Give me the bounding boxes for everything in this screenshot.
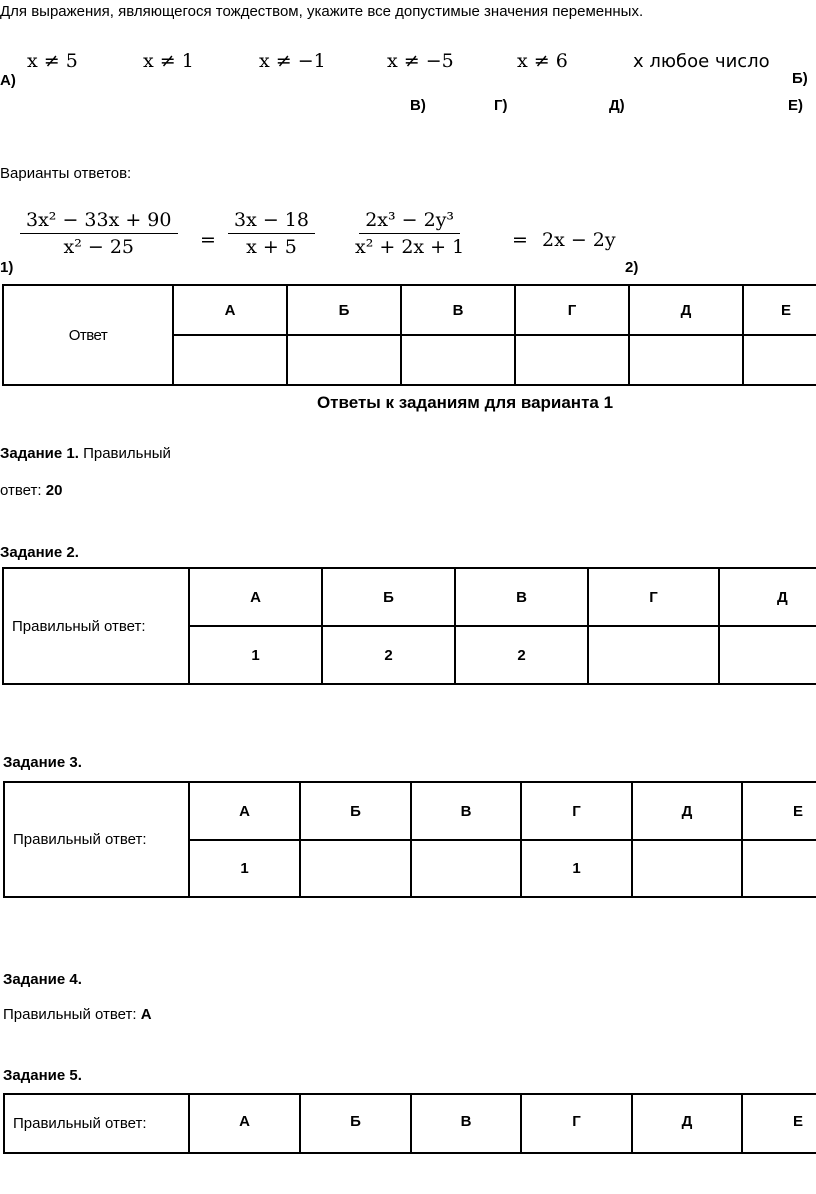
expression-5: x ≠ 6 — [517, 50, 568, 72]
z2-value-g — [588, 626, 719, 684]
eq1-label: 1) — [0, 259, 14, 276]
expression-2: x ≠ 1 — [143, 50, 194, 72]
answer-table-header-a: А — [173, 285, 287, 335]
task-prompt: Для выражения, являющегося тождеством, укажите все допустимые значения переменных. — [0, 3, 644, 20]
expression-3: x ≠ −1 — [259, 50, 326, 72]
z4-line — [3, 1006, 152, 1024]
z3-value-v — [411, 840, 521, 897]
answers-heading: Ответы к заданиям для варианта 1 — [316, 393, 614, 412]
equation-1 — [20, 209, 178, 258]
expression-1: x ≠ 5 — [27, 50, 78, 72]
label-b: Б) — [792, 70, 808, 87]
eq2-lhs-numerator: 2x³ − 2y³ — [359, 209, 460, 234]
eq1-lhs-denominator: x² − 25 — [63, 236, 134, 258]
answer-cell-d[interactable] — [629, 335, 743, 385]
answer-cell-g[interactable] — [515, 335, 629, 385]
z1-value: 20 — [45, 482, 63, 499]
z3-value-e — [742, 840, 816, 897]
z3-table — [3, 781, 816, 898]
eq2-lhs-denominator: x² + 2x + 1 — [355, 236, 465, 258]
expression-6: x любое число — [633, 51, 770, 72]
eq1-rhs-denominator: x + 5 — [246, 236, 297, 258]
z5-header-v: В — [411, 1094, 521, 1153]
z4-title: Задание 4. — [3, 971, 82, 988]
z5-header-e: Е — [742, 1094, 816, 1153]
z5-row-label: Правильный ответ: — [4, 1094, 189, 1153]
eq1-rhs-numerator: 3x − 18 — [228, 209, 315, 234]
eq1-lhs-fraction — [20, 209, 178, 258]
variants-label: Варианты ответов: — [0, 165, 132, 182]
z2-title: Задание 2. — [0, 544, 79, 561]
label-d: Д) — [609, 97, 625, 114]
equation-2 — [349, 209, 470, 258]
z3-value-g: 1 — [521, 840, 632, 897]
eq1-rhs — [228, 209, 315, 258]
label-a: А) — [0, 72, 16, 89]
z4-value: А — [140, 1006, 152, 1023]
eq2-equals: = — [512, 229, 528, 251]
z5-title: Задание 5. — [3, 1067, 82, 1084]
answer-cell-b[interactable] — [287, 335, 401, 385]
z2-header-v: В — [455, 568, 588, 626]
z5-header-g: Г — [521, 1094, 632, 1153]
z3-row-label: Правильный ответ: — [4, 782, 189, 897]
z4-text: Правильный ответ: — [3, 1006, 141, 1023]
answer-cell-a[interactable] — [173, 335, 287, 385]
z1-line-2 — [0, 482, 62, 500]
answer-table-header-e: Е — [743, 285, 816, 335]
eq1-equals: = — [200, 229, 216, 251]
answer-table-header-b: Б — [287, 285, 401, 335]
z2-header-a: А — [189, 568, 322, 626]
z2-row-label: Правильный ответ: — [3, 568, 189, 684]
eq2-lhs-fraction — [349, 209, 470, 258]
expression-4: x ≠ −5 — [387, 50, 454, 72]
z1-line-1 — [0, 445, 171, 463]
z5-header-a: А — [189, 1094, 300, 1153]
z3-header-g: Г — [521, 782, 632, 840]
answer-table-header-v: В — [401, 285, 515, 335]
z3-value-a: 1 — [189, 840, 300, 897]
eq1-rhs-fraction — [228, 209, 315, 258]
z5-header-b: Б — [300, 1094, 411, 1153]
answer-table — [2, 284, 816, 386]
answer-cell-e[interactable] — [743, 335, 816, 385]
answer-table-header-d: Д — [629, 285, 743, 335]
z5-header-d: Д — [632, 1094, 742, 1153]
label-g: Г) — [494, 97, 508, 114]
eq2-rhs: 2x − 2y — [542, 229, 616, 251]
z5-table — [3, 1093, 816, 1154]
z2-header-d: Д — [719, 568, 816, 626]
z2-header-g: Г — [588, 568, 719, 626]
z2-table — [2, 567, 816, 685]
answer-table-header-g: Г — [515, 285, 629, 335]
answer-cell-v[interactable] — [401, 335, 515, 385]
z3-header-d: Д — [632, 782, 742, 840]
answer-table-row-label: Ответ — [3, 285, 173, 385]
z3-value-b — [300, 840, 411, 897]
z1-title: Задание 1. — [0, 445, 79, 462]
label-v: В) — [410, 97, 426, 114]
z1-text-b: ответ: — [0, 482, 46, 499]
z2-value-d — [719, 626, 816, 684]
z2-value-a: 1 — [189, 626, 322, 684]
z2-value-v: 2 — [455, 626, 588, 684]
z3-header-a: А — [189, 782, 300, 840]
z2-value-b: 2 — [322, 626, 455, 684]
z3-header-v: В — [411, 782, 521, 840]
z3-value-d — [632, 840, 742, 897]
z1-text-a: Правильный — [78, 445, 171, 462]
label-e: Е) — [788, 97, 803, 114]
z3-title: Задание 3. — [3, 754, 82, 771]
z3-header-b: Б — [300, 782, 411, 840]
eq2-label: 2) — [625, 259, 639, 276]
z2-header-b: Б — [322, 568, 455, 626]
eq1-lhs-numerator: 3x² − 33x + 90 — [20, 209, 178, 234]
z3-header-e: Е — [742, 782, 816, 840]
